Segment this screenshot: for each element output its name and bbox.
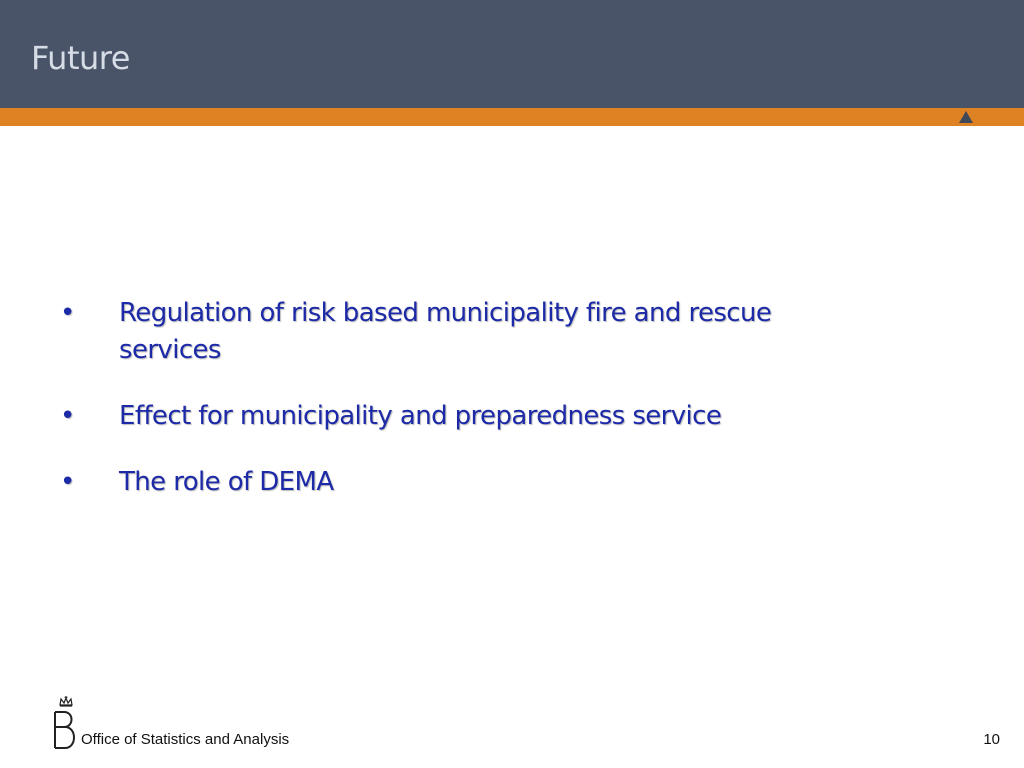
footer-office-name: Office of Statistics and Analysis: [81, 731, 290, 748]
slide-header-bar: [0, 0, 1024, 108]
bullet-marker: •: [60, 467, 75, 497]
crown-b-logo-drawing: [52, 696, 78, 750]
orange-divider-bar: [0, 108, 1024, 126]
bullet-text-regulation: Regulation of risk based municipality fire and rescue services: [119, 298, 772, 365]
crown-b-logo: [52, 696, 78, 750]
bullet-text-dema-role: The role of DEMA: [119, 467, 334, 497]
page-number: 10: [983, 731, 1000, 748]
bullet-item-regulation: [58, 295, 878, 369]
bullet-marker: •: [60, 298, 75, 328]
bullet-text-effect: Effect for municipality and preparedness service: [119, 401, 722, 431]
slide-title: Future: [31, 39, 130, 77]
bullet-list: [58, 295, 878, 530]
bullet-marker: •: [60, 401, 75, 431]
triangle-up-icon[interactable]: [958, 110, 974, 124]
triangle-up-icon-shape: [958, 110, 974, 124]
bullet-item-dema-role: [58, 464, 878, 501]
bullet-item-effect: [58, 398, 878, 435]
